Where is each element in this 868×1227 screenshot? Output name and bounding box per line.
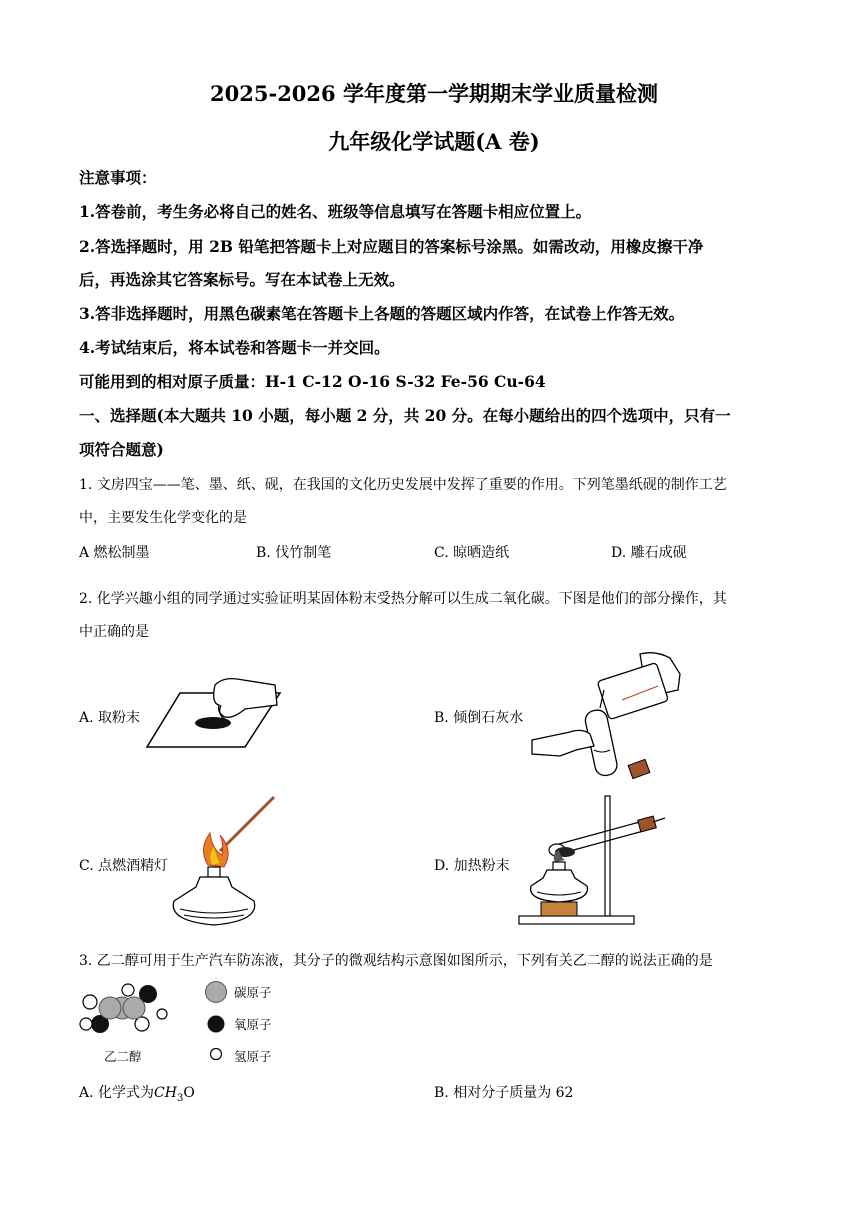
q2-option-b: B. 倾倒石灰水 bbox=[434, 710, 524, 726]
take-powder-illustration bbox=[145, 675, 285, 753]
ethylene-glycol-molecule bbox=[78, 980, 168, 1040]
q1-option-a: A 燃松制墨 bbox=[79, 545, 150, 561]
legend-hydrogen: 氢原子 bbox=[234, 1049, 272, 1064]
molecule-label: 乙二醇 bbox=[104, 1049, 142, 1064]
note-item-2: 2.答选择题时，用 2B 铅笔把答题卡上对应题目的答案标号涂黑。如需改动，用橡皮擦干净 bbox=[79, 237, 704, 256]
q1-stem: 1. 文房四宝——笔、墨、纸、砚，在我国的文化历史发展中发挥了重要的作用。下列笔墨纸砚的制作工艺 bbox=[79, 477, 727, 493]
q2-option-d: D. 加热粉末 bbox=[434, 858, 510, 874]
light-alcohol-lamp-illustration bbox=[150, 793, 280, 931]
carbon-atom-icon bbox=[204, 980, 228, 1004]
section1-heading: 一、选择题(本大题共 10 小题，每小题 2 分，共 20 分。在每小题给出的四个选项中，只有一 bbox=[79, 406, 731, 425]
q1-option-c: C. 晾晒造纸 bbox=[434, 545, 510, 561]
atomic-mass-line: 可能用到的相对原子质量：H-1 C-12 O-16 S-32 Fe-56 Cu-64 bbox=[79, 372, 546, 391]
q1-stem-cont: 中，主要发生化学变化的是 bbox=[79, 510, 247, 526]
q2-option-c: C. 点燃酒精灯 bbox=[79, 858, 169, 874]
legend-carbon: 碳原子 bbox=[234, 985, 272, 1000]
q1-option-d: D. 雕石成砚 bbox=[611, 545, 687, 561]
q3-option-b: B. 相对分子质量为 62 bbox=[434, 1085, 574, 1101]
q2-stem-cont: 中正确的是 bbox=[79, 624, 149, 640]
note-item-1: 1.答卷前，考生务必将自己的姓名、班级等信息填写在答题卡相应位置上。 bbox=[79, 202, 592, 221]
pour-limewater-illustration bbox=[530, 650, 690, 782]
q3-option-a: A. 化学式为$CH_3O$ bbox=[79, 1085, 195, 1104]
note-item-2-cont: 后，再选涂其它答案标号。写在本试卷上无效。 bbox=[79, 270, 405, 289]
exam-title: 2025-2026 学年度第一学期期末学业质量检测 bbox=[210, 81, 658, 106]
q3-stem: 3. 乙二醇可用于生产汽车防冻液，其分子的微观结构示意图如图所示，下列有关乙二醇的说法正确的是 bbox=[79, 953, 713, 969]
note-item-4: 4.考试结束后，将本试卷和答题卡一并交回。 bbox=[79, 338, 390, 357]
exam-subtitle: 九年级化学试题(A 卷) bbox=[328, 129, 540, 154]
q1-option-b: B. 伐竹制笔 bbox=[256, 545, 332, 561]
hydrogen-atom-icon bbox=[209, 1047, 223, 1061]
q2-stem: 2. 化学兴趣小组的同学通过实验证明某固体粉末受热分解可以生成二氧化碳。下图是他们的部分操作，其 bbox=[79, 591, 727, 607]
note-item-3: 3.答非选择题时，用黑色碳素笔在答题卡上各题的答题区域内作答，在试卷上作答无效。 bbox=[79, 304, 685, 323]
q2-option-a: A. 取粉末 bbox=[79, 710, 141, 726]
notes-heading: 注意事项： bbox=[79, 168, 157, 187]
section1-heading-cont: 项符合题意) bbox=[79, 440, 164, 459]
oxygen-atom-icon bbox=[206, 1014, 226, 1034]
heat-powder-illustration bbox=[515, 790, 670, 930]
legend-oxygen: 氧原子 bbox=[234, 1017, 272, 1032]
